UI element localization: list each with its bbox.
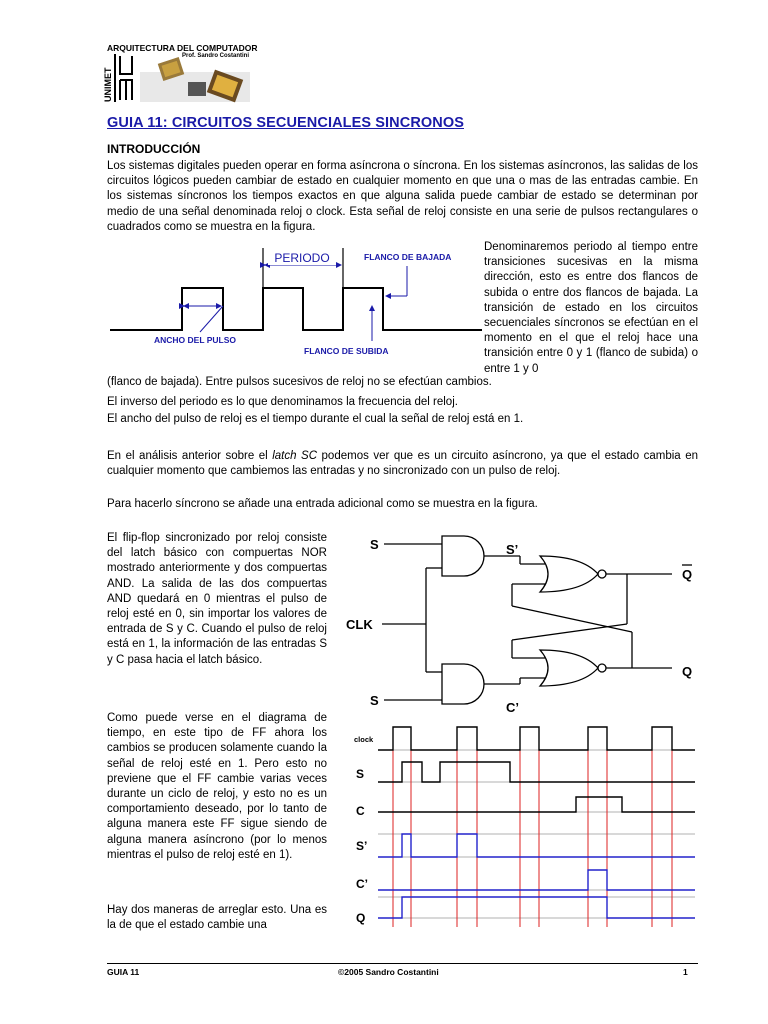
paragraph-intro: Los sistemas digitales pueden operar en forma asíncrona o síncrona. En los sistemas asíncronos, las salidas de los circuitos lógicos pueden cambiar de estado en cualquier momento en que una o mas de las entradas cambie. En los sistemas síncronos los tiempos exactos en que alguna salida puede cambiar de estado se determinan por medio de una señal denominada reloj o clock. Esta señal de reloj consiste en una serie de pulsos rectangulares o cuadrados como se muestra en la figura. — [107, 160, 698, 233]
and-gate-bottom — [442, 664, 484, 704]
timing-label-c-prime: C’ — [356, 877, 368, 891]
and-gate-top — [442, 536, 484, 576]
periodo-label: PERIODO — [274, 251, 330, 265]
page-number: 1 — [683, 967, 688, 977]
q-trace — [378, 897, 695, 918]
paragraph-arreglar: Hay dos maneras de arreglar esto. Una es la de que el estado cambie una — [107, 904, 327, 932]
timing-label-s: S — [356, 767, 365, 781]
page-title: GUIA 11: CIRCUITOS SECUENCIALES SINCRONOS — [107, 115, 464, 131]
input-s-bottom: S — [370, 693, 379, 708]
clock-waveform-figure — [110, 244, 482, 362]
timing-label-q: Q — [356, 911, 366, 925]
input-clk: CLK — [346, 617, 373, 632]
logo-vertical-text: UNIMET — [103, 67, 113, 102]
s-trace — [378, 762, 695, 782]
output-q: Q — [682, 664, 693, 679]
course-title: ARQUITECTURA DEL COMPUTADOR — [107, 43, 258, 53]
ancho-pulso-label: ANCHO DEL PULSO — [154, 335, 237, 345]
flanco-bajada-label: FLANCO DE BAJADA — [364, 252, 452, 262]
label-c-prime: C’ — [506, 700, 519, 715]
footer-divider — [107, 963, 698, 964]
output-q-bar: Q — [682, 567, 693, 582]
clock-trace — [378, 727, 695, 750]
nor-gate-top — [540, 556, 598, 592]
flanco-subida-label: FLANCO DE SUBIDA — [304, 346, 389, 356]
c-prime-trace — [378, 870, 695, 890]
paragraph-frecuencia: El inverso del periodo es lo que denominamos la frecuencia del reloj. — [107, 396, 458, 408]
section-heading: INTRODUCCIÓN — [107, 142, 201, 156]
paragraph-diagrama-tiempo: Como puede verse en el diagrama de tiempo, en este tipo de FF ahora los cambios se producen solamente cuando la señal de reloj esté en 1. Pero esto no previene que el FF cambie varias veces durante un ciclo de reloj, y esto no es un comportamiento deseado, por lo tanto de alguna manera este FF sigue siendo de alguna manera asíncrono (por lo menos mientras el pulso de reloj esté en 1). — [107, 712, 327, 861]
timing-diagram — [350, 722, 700, 932]
timing-label-c: C — [356, 804, 365, 818]
professor-name: Prof. Sandro Costantini — [182, 53, 250, 59]
nor-gate-bottom — [540, 650, 598, 686]
paragraph-flip-flop: El flip-flop sincronizado por reloj consiste del latch básico con compuertas NOR mostrado anteriormente y dos compuertas AND. La salida de las dos compuertas AND quedará en 0 mientras el pulso de reloj esté en 0, sin importar los valores de entrada de S y C. Cuando el pulso de reloj está en 1, la información de las entradas S y C pasa hacia el latch básico. — [107, 532, 327, 666]
input-s-top: S — [370, 537, 379, 552]
unimet-logo — [100, 52, 250, 106]
label-s-prime: S’ — [506, 542, 519, 557]
paragraph-periodo: Denominaremos periodo al tiempo entre transiciones sucesivas en la misma dirección, esto es entre dos flancos de subida o entre dos flancos de bajada. La transición de estado en los circuitos secuenciales síncronos se efectúan en el momento en el que el reloj hace una transición entre 0 y 1 (flanco de subida) o entre 1 y 0 — [484, 241, 698, 375]
paragraph-flanco-bajada: (flanco de bajada). Entre pulsos sucesivos de reloj no se efectúan cambios. — [107, 376, 492, 388]
paragraph-latch: En el análisis anterior sobre el latch SC podemos ver que es un circuito asíncrono, ya que el estado cambia en cualquier momento que cambiemos las entradas y no sincronizado con un pulso de reloj. — [107, 450, 699, 478]
timing-label-s-prime: S’ — [356, 839, 368, 853]
c-trace — [378, 797, 695, 812]
clock-signal — [110, 288, 482, 330]
s-prime-trace — [378, 834, 695, 857]
flip-flop-circuit — [342, 528, 702, 718]
latch-sc-term: latch SC — [272, 450, 318, 462]
paragraph-sincrono: Para hacerlo síncrono se añade una entrada adicional como se muestra en la figura. — [107, 498, 538, 510]
footer-copyright: ©2005 Sandro Costantini — [338, 967, 439, 977]
footer-guide: GUIA 11 — [107, 967, 140, 977]
timing-label-clock: clock — [354, 735, 374, 744]
paragraph-ancho-pulso: El ancho del pulso de reloj es el tiempo durante el cual la señal de reloj está en 1. — [107, 413, 524, 425]
